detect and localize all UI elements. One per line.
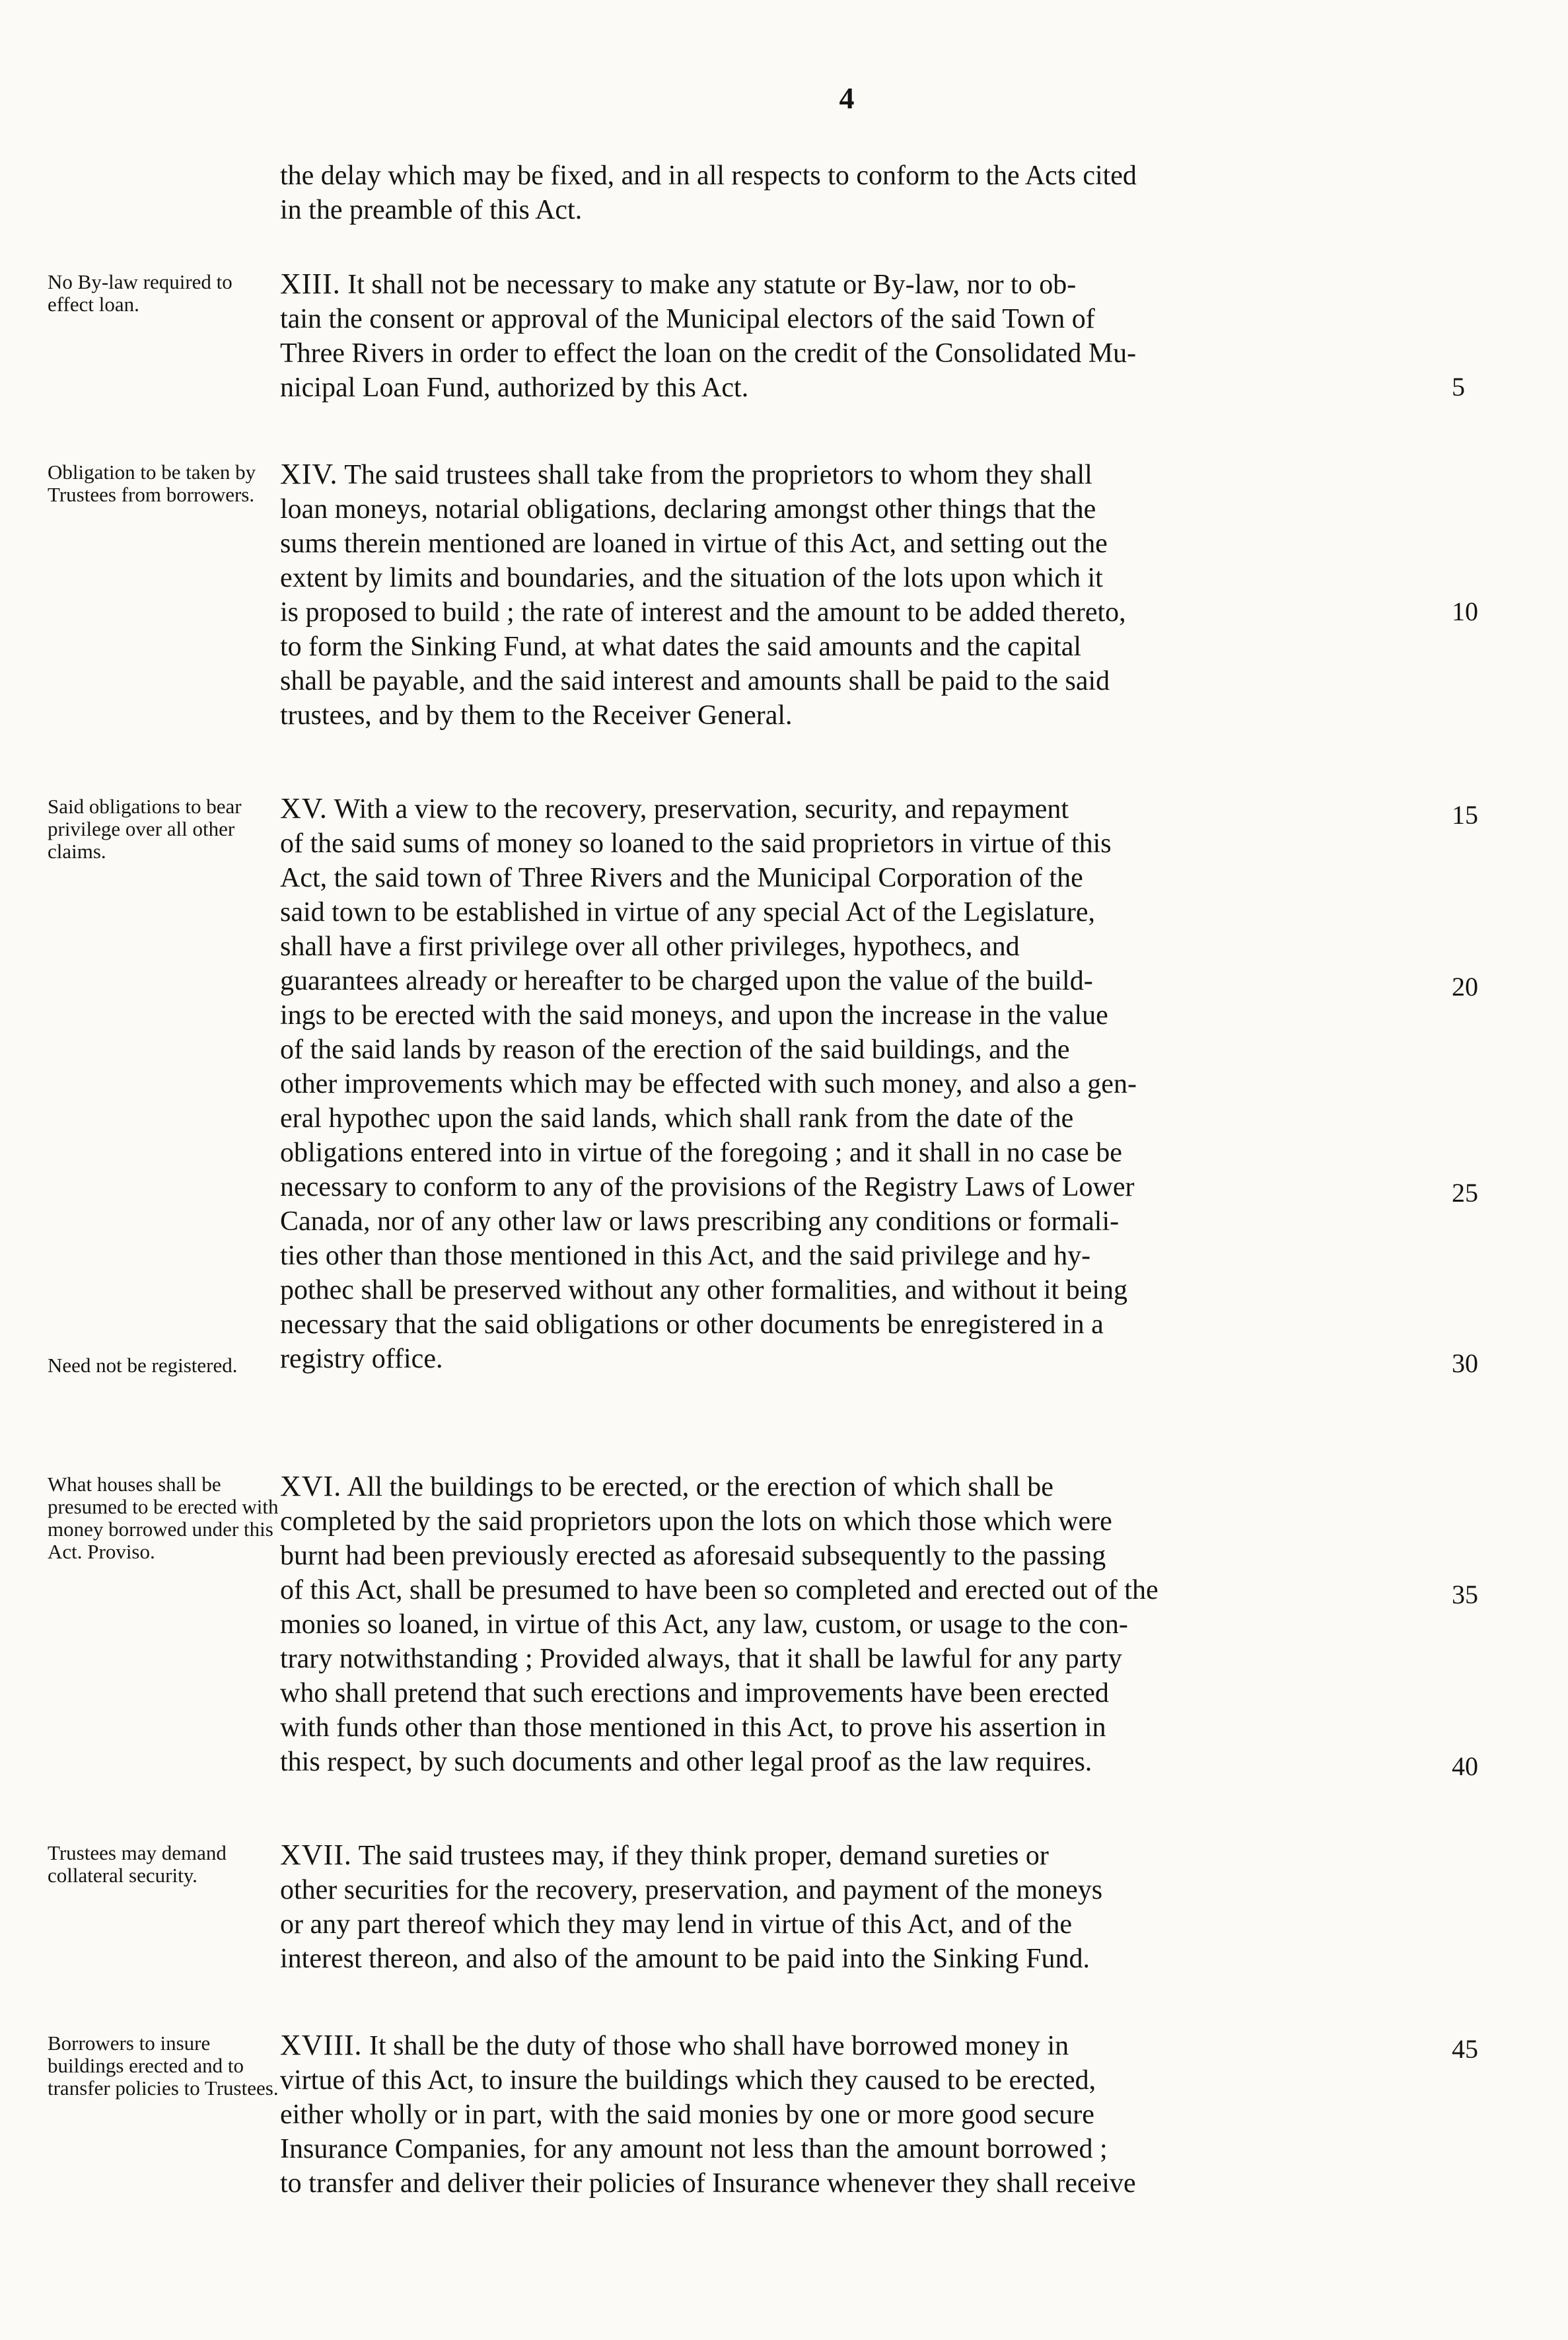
- text-line: of the said lands by reason of the erection of the said buildings, and the: [280, 1035, 1070, 1065]
- text-line: virtue of this Act, to insure the buildings which they caused to be erected,: [280, 2065, 1096, 2096]
- text-line: other improvements which may be effected with such money, and also a gen-: [280, 1069, 1137, 1099]
- text-line: XVI. All the buildings to be erected, or the erection of which shall be: [280, 1470, 1053, 1502]
- body-text: [280, 1469, 1443, 1779]
- text-line: who shall pretend that such erections and improvements have been erected: [280, 1678, 1109, 1708]
- text-line: XV. With a view to the recovery, preservation, security, and repayment: [280, 792, 1069, 824]
- text-line: this respect, by such documents and other legal proof as the law requires.: [280, 1747, 1092, 1777]
- text-line: shall have a first privilege over all other privileges, hypothecs, and: [280, 932, 1020, 962]
- text-line: interest thereon, and also of the amount to be paid into the Sinking Fund.: [280, 1944, 1090, 1974]
- text-line: other securities for the recovery, preservation, and payment of the moneys: [280, 1875, 1103, 1905]
- text-line: eral hypothec upon the said lands, which shall rank from the date of the: [280, 1103, 1074, 1134]
- section-number: XVIII.: [280, 2029, 363, 2061]
- section-number: XIII.: [280, 268, 341, 300]
- text-line: to form the Sinking Fund, at what dates the said amounts and the capital: [280, 632, 1082, 662]
- text-line: is proposed to build ; the rate of interest and the amount to be added thereto,: [280, 597, 1126, 628]
- text-line: Canada, nor of any other law or laws prescribing any conditions or formali-: [280, 1206, 1120, 1237]
- text-line: of this Act, shall be presumed to have been so completed and erected out of the: [280, 1575, 1158, 1605]
- page-number: 4: [839, 81, 855, 115]
- line-number: 40: [1452, 1751, 1478, 1781]
- text-line: or any part thereof which they may lend in virtue of this Act, and of the: [280, 1909, 1072, 1940]
- section-number: XV.: [280, 792, 328, 824]
- text-line: trustees, and by them to the Receiver General.: [280, 700, 793, 731]
- margin-note: Trustees may demand collateral security.: [48, 1841, 227, 1887]
- body-text: [280, 1838, 1443, 1976]
- text-line: to transfer and deliver their policies of Insurance whenever they shall receive: [280, 2168, 1136, 2199]
- body-text: [280, 457, 1443, 733]
- text-line: shall be payable, and the said interest and amounts shall be paid to the said: [280, 666, 1110, 696]
- body-text: [280, 159, 1443, 227]
- text-line: extent by limits and boundaries, and the situation of the lots upon which it: [280, 563, 1103, 593]
- text-line: obligations entered into in virtue of the foregoing ; and it shall in no case be: [280, 1138, 1122, 1168]
- text-line: ings to be erected with the said moneys, and upon the increase in the value: [280, 1000, 1108, 1031]
- margin-note: Said obligations to bear privilege over all other claims.: [48, 795, 242, 863]
- line-number: 20: [1452, 972, 1478, 1002]
- text-line: loan moneys, notarial obligations, declaring amongst other things that the: [280, 494, 1096, 525]
- text-line: XIII. It shall not be necessary to make any statute or By-law, nor to ob-: [280, 268, 1077, 300]
- body-text: [280, 2028, 1443, 2201]
- text-line: necessary to conform to any of the provisions of the Registry Laws of Lower: [280, 1172, 1135, 1202]
- line-number: 25: [1452, 1178, 1478, 1208]
- section-number: XIV.: [280, 458, 338, 490]
- line-number: 10: [1452, 597, 1478, 626]
- section-number: XVI.: [280, 1470, 342, 1502]
- text-line: pothec shall be preserved without any other formalities, and without it being: [280, 1275, 1128, 1305]
- margin-note: Borrowers to insure buildings erected and to transfer policies to Trustees.: [48, 2031, 279, 2100]
- text-line: the delay which may be fixed, and in all respects to conform to the Acts cited: [280, 161, 1137, 191]
- body-text: [280, 791, 1443, 1376]
- text-line: either wholly or in part, with the said monies by one or more good secure: [280, 2100, 1094, 2130]
- margin-note: Obligation to be taken by Trustees from borrowers.: [48, 460, 256, 506]
- text-line: Act, the said town of Three Rivers and the Municipal Corporation of the: [280, 863, 1083, 893]
- margin-note: What houses shall be presumed to be erected with money borrowed under this Act. Proviso.: [48, 1473, 279, 1563]
- text-line: XIV. The said trustees shall take from the proprietors to whom they shall: [280, 458, 1092, 490]
- body-text: [280, 267, 1443, 405]
- text-line: nicipal Loan Fund, authorized by this Act.: [280, 373, 749, 403]
- line-number: 15: [1452, 800, 1478, 830]
- text-line: with funds other than those mentioned in this Act, to prove his assertion in: [280, 1712, 1106, 1743]
- line-number: 35: [1452, 1580, 1478, 1609]
- text-line: sums therein mentioned are loaned in virtue of this Act, and setting out the: [280, 529, 1108, 559]
- section-number: XVII.: [280, 1839, 352, 1871]
- text-line: tain the consent or approval of the Municipal electors of the said Town of: [280, 304, 1095, 334]
- text-line: registry office.: [280, 1344, 443, 1374]
- text-line: trary notwithstanding ; Provided always, that it shall be lawful for any party: [280, 1644, 1122, 1674]
- text-line: in the preamble of this Act.: [280, 195, 583, 225]
- text-line: said town to be established in virtue of any special Act of the Legislature,: [280, 897, 1095, 928]
- text-line: Three Rivers in order to effect the loan on the credit of the Consolidated Mu-: [280, 338, 1137, 369]
- line-number: 45: [1452, 2034, 1478, 2064]
- text-line: Insurance Companies, for any amount not less than the amount borrowed ;: [280, 2134, 1108, 2164]
- text-line: burnt had been previously erected as aforesaid subsequently to the passing: [280, 1541, 1106, 1571]
- text-line: guarantees already or hereafter to be charged upon the value of the build-: [280, 966, 1093, 996]
- text-line: XVIII. It shall be the duty of those who shall have borrowed money in: [280, 2029, 1069, 2061]
- margin-note: No By-law required to effect loan.: [48, 270, 232, 316]
- text-line: completed by the said proprietors upon the lots on which those which were: [280, 1506, 1112, 1537]
- text-line: necessary that the said obligations or other documents be enregistered in a: [280, 1309, 1104, 1340]
- text-line: XVII. The said trustees may, if they think proper, demand sureties or: [280, 1839, 1049, 1871]
- text-line: of the said sums of money so loaned to the said proprietors in virtue of this: [280, 828, 1112, 859]
- text-line: ties other than those mentioned in this Act, and the said privilege and hy-: [280, 1241, 1091, 1271]
- line-number: 5: [1452, 372, 1465, 402]
- text-line: monies so loaned, in virtue of this Act, any law, custom, or usage to the con-: [280, 1609, 1128, 1640]
- line-number: 30: [1452, 1348, 1478, 1378]
- margin-note: Need not be registered.: [48, 1354, 238, 1377]
